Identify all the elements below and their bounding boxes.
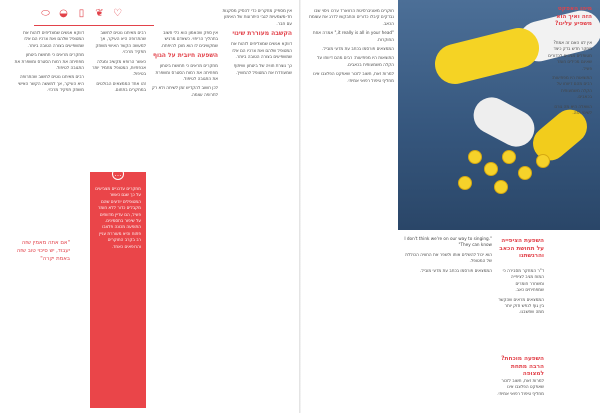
speech-bubble-icon: …	[112, 172, 124, 180]
paragraph: למרות זאת, חשוב לזכור שאפקט הפלצבו אינו מחליף טיפול רפואי אמיתי.	[312, 71, 394, 83]
pill-icon: ⬭	[41, 8, 50, 19]
paragraph: ד"ר המחקר מסבירה כי המוח מגיב לציפייה ומשחרר חומרים שמפחיתים כאב.	[502, 268, 544, 293]
paragraph: הממצאים פורסמו בכתב עת מדעי מוביל.	[322, 46, 394, 52]
paragraph: דווקא אנשים שמצליחים לזהות את המטופל שלהם ואת צרכיו הם אלו שמשפיעים בצורה הטובה ביותר.	[23, 30, 84, 48]
smiley-pill-icon	[468, 150, 482, 164]
subheading: השפעה חיובית על הגוף	[152, 52, 218, 60]
column-far-left	[14, 30, 84, 230]
paragraph: לכן חשוב להקדיש זמן לשיחה ולא רק לתרופה עצמה.	[151, 85, 218, 97]
smiley-pill-icon	[484, 162, 498, 176]
paragraph: זהו אחד הממצאים הבולטים במחקרים בתחום.	[96, 80, 146, 93]
paragraph: התוצאות היו מפתיעות: רבים מהם דיווחו על הקלה משמעותית בכאבים.	[317, 55, 394, 67]
column-left	[90, 30, 146, 166]
paragraph: למרות זאת, חשוב לזכור שאפקט הפלצבו אינו מחליף טיפול רפואי אמיתי.	[497, 378, 544, 396]
smiley-pill-icon	[502, 150, 516, 164]
smiley-pill-icon	[494, 180, 508, 194]
pull-quote: "אם אתה מאמין שזה יעבוד, יש סיכוי טוב שזה באמת יקרה"	[16, 240, 70, 262]
sidebar-text: מחקרים עדכניים מצביעים על כך שגם כאשר המטופלים יודעים שהם מקבלים כדור ללא חומר פעיל, הם עדיין מדווחים על שיפור בתסמינים. התופעה מכונה פלצבו פתוח והיא מעוררת עניין רב בקרב החוקרים והרופאים כאחד.	[95, 186, 141, 249]
column-bottom	[496, 378, 544, 408]
paragraph: "I don't think we're on our way to singing. They can know"	[404, 236, 492, 248]
paragraph: הממצאים פורסמו בכתב עת מדעי מוביל.	[420, 267, 492, 273]
capsule-image	[467, 91, 540, 153]
paragraph: כאשר הרופא מקשיב ומגלה אכפתיות, המטופל מתמיד יותר בטיפול.	[92, 58, 146, 77]
smiley-pill-icon	[518, 166, 532, 180]
bottle-icon: ▯	[78, 8, 85, 19]
icon-row	[40, 8, 123, 19]
paragraph: הממצאים מראים שהקשר בין גוף לנפש חזק יותר ממה שחשבנו.	[498, 296, 544, 315]
smiley-pill-icon	[458, 176, 472, 190]
headline-main: מיהו האפקט הזה ואיך הוא משפיע עלינו?	[554, 6, 592, 28]
headline-mid: השפעת הציפייה על תחושת הכאב והרגשתנו	[499, 238, 544, 260]
paragraph: התוצאות היו מפתיעות: רבים מהם דיווחו על הקלה משמעותית בכאבים.	[551, 75, 592, 100]
headline-bottom: השפעה מוכחת? הרבה מתחת למצופה	[501, 356, 544, 378]
paragraph: מחקרים מראים כי תחושת ביטחון מפחיתה את רמות הסטרס ומשפרת את התגובה לטיפול.	[155, 63, 218, 82]
right-page	[300, 0, 600, 413]
column-far-right	[222, 8, 292, 406]
paragraph: הוא יכול להשלים אותו ולשפר את החוויה הכוללת של המטופל.	[405, 251, 492, 264]
red-sidebar-box	[90, 172, 146, 408]
paragraph: אין לנו האם זה אמת? מחקר חדש בדק כיצד מטופלים מגיבים לכדורים שאינם מכילים חומר פעיל.	[548, 40, 592, 71]
paragraph: "it really is all in your head," אמרה אחת החוקרות.	[312, 30, 394, 42]
paragraph: כך נוצרת חוויה של ביטחון ושיתוף שמעודדת את המטופל להמשיך.	[233, 63, 292, 75]
paragraph: אין מספיק מחקרים כדי להסיק מסקנות חד-משמעיות לגבי היתרונות של האימון עם חבר.	[222, 8, 292, 26]
tooth-icon: ◒	[59, 8, 68, 19]
paragraph: מחקרים מראים כי תחושת ביטחון מפחיתה את רמות הסטרס ומשפרת את התגובה לטיפול.	[14, 52, 84, 71]
paragraph: רבים מאיתנו נוטים לחשוב שהתרופה היא העיקר, אך למעשה הקשר האישי משחק תפקיד מרכזי.	[17, 74, 84, 93]
column-mid	[496, 268, 544, 348]
heart-icon: ♡	[113, 8, 122, 19]
paragraph: רבים מאיתנו נוטים לחשוב שהתרופה היא העיקר, אך למעשה הקשר האישי משחק תפקיד מרכזי.	[95, 30, 146, 55]
subheading: הקשבה מעוררת שינוי	[232, 30, 292, 38]
herb-icon: ❦	[95, 8, 104, 19]
paragraph: השאלה היא מה גורם לשינוי הזה.	[554, 103, 592, 116]
column-lower-left	[400, 236, 492, 408]
column-far-left	[306, 8, 394, 408]
capsule-image	[431, 24, 544, 88]
paragraph: דווקא אנשים שמצליחים לזהות את המטופל שלהם ואת צרכיו הם אלו שמשפיעים בצורה הטובה ביותר.	[231, 41, 292, 60]
top-rule	[34, 25, 154, 26]
column-right	[546, 40, 592, 406]
paragraph: חוקרים מאוניברסיטת הרווארד ערכו ניסוי שבו נבדקים קיבלו כדורים והתבקשו לדרג את עוצמת הכאב.	[309, 8, 394, 26]
column-right	[150, 30, 218, 406]
paragraph: אין ספק שהאמון הוא כלי חשוב בתהליך הריפוי. כשאדם מרגיש שמקשיבים לו הוא מוכן להיפתח.	[160, 30, 218, 48]
